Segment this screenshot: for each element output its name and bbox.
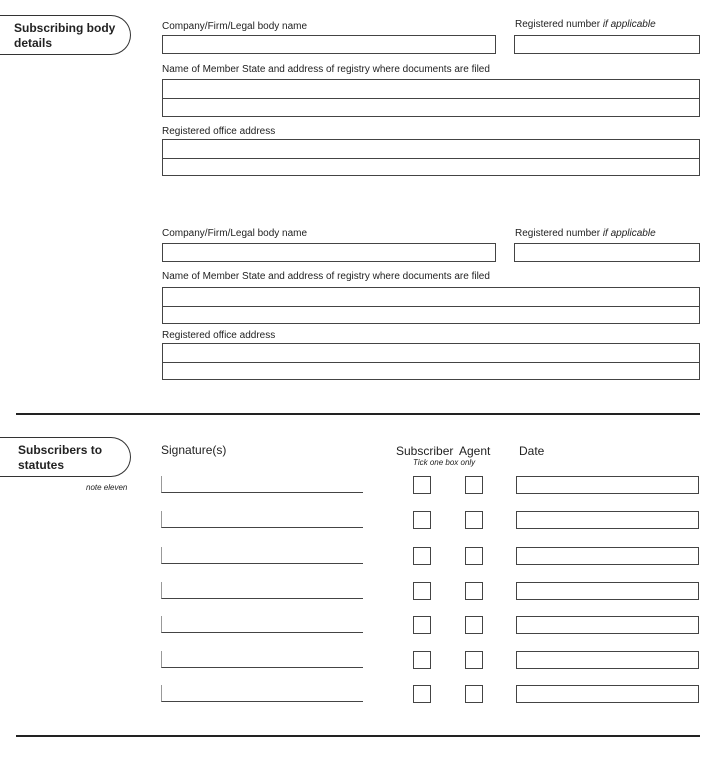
agent-checkbox[interactable] (465, 547, 483, 565)
regno-text: Registered number (515, 19, 601, 30)
agent-checkbox[interactable] (465, 582, 483, 600)
signature-line[interactable] (161, 651, 363, 668)
registered-office-label: Registered office address (162, 330, 276, 341)
subscriber-checkbox[interactable] (413, 547, 431, 565)
bottom-divider (16, 735, 700, 737)
section-tab-subscribers (0, 437, 131, 477)
company-name-field[interactable] (162, 35, 496, 54)
agent-header: Agent (459, 444, 491, 458)
signature-line[interactable] (161, 582, 363, 599)
regno-suffix: if applicable (602, 19, 656, 30)
agent-checkbox[interactable] (465, 476, 483, 494)
registered-number-label (515, 228, 656, 239)
agent-checkbox[interactable] (465, 651, 483, 669)
signature-line[interactable] (161, 511, 363, 528)
subscriber-header: Subscriber (396, 444, 454, 458)
registry-address-label: Name of Member State and address of registry where documents are filed (162, 271, 490, 282)
company-name-label: Company/Firm/Legal body name (162, 228, 308, 239)
registered-number-field[interactable] (514, 243, 700, 262)
section-title-line2: details (14, 36, 53, 50)
section-tab-subscribing-body (0, 15, 131, 55)
regno-suffix: if applicable (602, 228, 656, 239)
registered-number-label (515, 19, 656, 30)
regno-text: Registered number (515, 228, 601, 239)
section-title-line1: Subscribers to (18, 443, 103, 457)
date-field[interactable] (516, 511, 699, 529)
date-field[interactable] (516, 685, 699, 703)
subscriber-checkbox[interactable] (413, 511, 431, 529)
agent-checkbox[interactable] (465, 616, 483, 634)
registry-address-field[interactable] (162, 79, 700, 117)
registry-address-field[interactable] (162, 287, 700, 324)
registered-office-field[interactable] (162, 139, 700, 176)
date-field[interactable] (516, 616, 699, 634)
date-header: Date (519, 444, 545, 458)
date-field[interactable] (516, 651, 699, 669)
subscriber-checkbox[interactable] (413, 616, 431, 634)
subscriber-checkbox[interactable] (413, 685, 431, 703)
signature-line[interactable] (161, 616, 363, 633)
agent-checkbox[interactable] (465, 685, 483, 703)
tick-one-box-note: Tick one box only (413, 458, 476, 467)
signature-line[interactable] (161, 547, 363, 564)
section-title-line1: Subscribing body (14, 21, 116, 35)
subscriber-checkbox[interactable] (413, 651, 431, 669)
registered-office-label: Registered office address (162, 126, 276, 137)
registry-address-label: Name of Member State and address of registry where documents are filed (162, 64, 490, 75)
signature-line[interactable] (161, 476, 363, 493)
company-name-field[interactable] (162, 243, 496, 262)
section-divider (16, 413, 700, 415)
signature-header: Signature(s) (161, 443, 227, 457)
date-field[interactable] (516, 547, 699, 565)
registered-office-field[interactable] (162, 343, 700, 380)
section-title (14, 21, 115, 51)
signature-line[interactable] (161, 685, 363, 702)
company-name-label: Company/Firm/Legal body name (162, 21, 308, 32)
subscriber-checkbox[interactable] (413, 582, 431, 600)
section-title-line2: statutes (18, 458, 65, 472)
registered-number-field[interactable] (514, 35, 700, 54)
subscriber-checkbox[interactable] (413, 476, 431, 494)
note-eleven: note eleven (86, 483, 128, 492)
section-title (18, 443, 102, 473)
date-field[interactable] (516, 582, 699, 600)
date-field[interactable] (516, 476, 699, 494)
agent-checkbox[interactable] (465, 511, 483, 529)
